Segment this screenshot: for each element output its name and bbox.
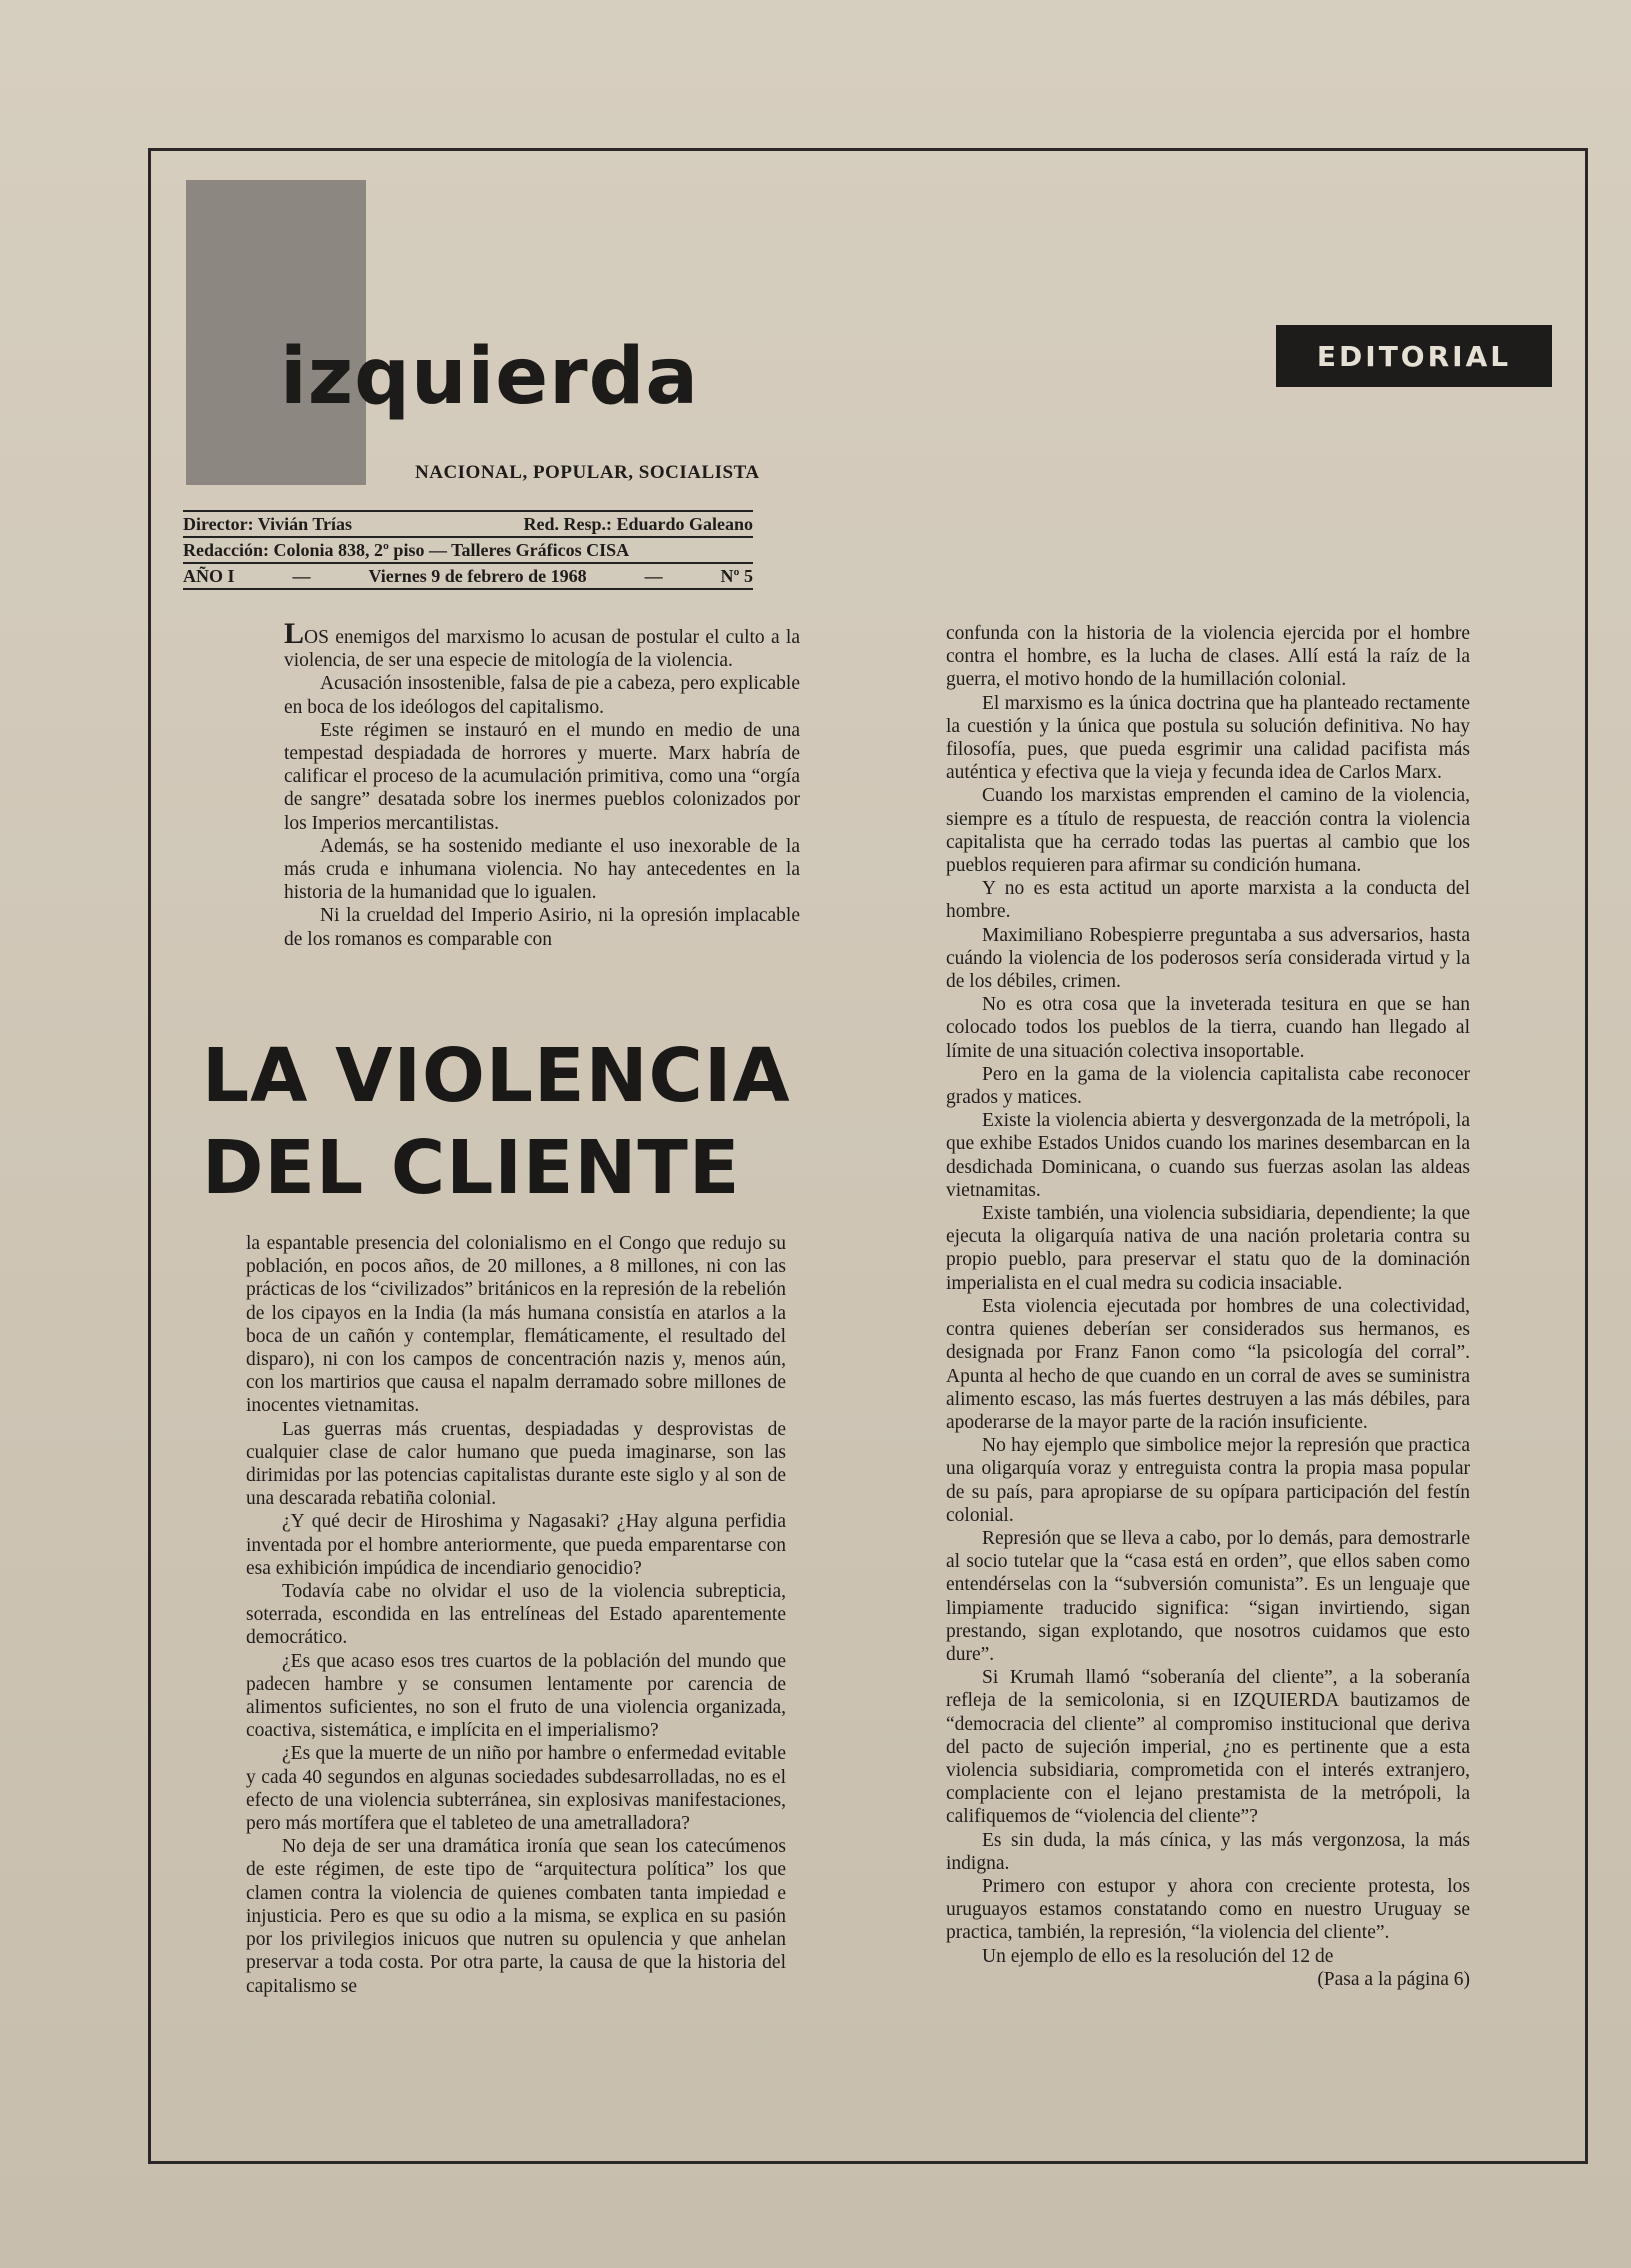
drop-cap: L xyxy=(284,617,305,650)
paragraph: No hay ejemplo que simbolice mejor la represión que practica una oligarquía voraz y entreguista contra la propia masa popular de su país, para apropiarse de su opípara participación del festín colonial. xyxy=(946,1435,1470,1526)
paragraph: Y no es esta actitud un aporte marxista a la conducta del hombre. xyxy=(946,878,1470,923)
paragraph: ¿Es que la muerte de un niño por hambre o enfermedad evitable y cada 40 segundos en algunas sociedades subdesarrolladas, no es el efecto de una violencia subterránea, sin explosivas manifestaciones, pero más mortífera que el tableteo de una ametralladora? xyxy=(246,1743,786,1835)
article-column-1 xyxy=(284,617,800,951)
editor-credit: Red. Resp.: Eduardo Galeano xyxy=(523,514,753,534)
paragraph: No es otra cosa que la inveterada tesitura en que se han colocado todos los pueblos de la tierra, cuando han llegado al límite de una situación colectiva insoportable. xyxy=(946,994,1470,1062)
separator: — xyxy=(292,566,311,586)
paragraph: la espantable presencia del colonialismo en el Congo que redujo su población, en pocos años, de 20 millones, a 8 millones, ni con las prácticas de los “civilizados” británicos en la represión de la rebelión de los cipayos en la India (la más humana consistía en atarlos a la boca de un cañón y contemplar, flemáticamente, el resultado del disparo), ni con los campos de concentración nazis y, menos aún, con los martirios que causa el napalm derramado sobre millones de inocentes vietnamitas. xyxy=(246,1233,786,1417)
paragraph: Todavía cabe no olvidar el uso de la violencia subrepticia, soterrada, escondida en las entrelíneas del Estado aparentemente democrático. xyxy=(246,1581,786,1649)
issue-date: Viernes 9 de febrero de 1968 xyxy=(368,566,587,586)
masthead-tagline: NACIONAL, POPULAR, SOCIALISTA xyxy=(415,462,760,483)
paragraph: Represión que se lleva a cabo, por lo demás, para demostrarle al socio tutelar que la “casa está en orden”, que ellos saben como entendérselas con la “subversión comunista”. Es un lenguaje que limpiamente traducido significa: “sigan invirtiendo, sigan prestando, sigan explotando, que nosotros cuidamos que esto dure”. xyxy=(946,1527,1470,1665)
staff-line xyxy=(183,510,753,536)
paragraph: Primero con estupor y ahora con creciente protesta, los uruguayos estamos constatando como en nuestro Uruguay se practica, también, la represión, “la violencia del cliente”. xyxy=(946,1875,1470,1944)
paragraph: confunda con la historia de la violencia ejercida por el hombre contra el hombre, es la lucha de clases. Allí está la raíz de la guerra, el motivo hondo de la humillación colonial. xyxy=(946,623,1470,691)
paragraph: No deja de ser una dramática ironía que sean los catecúmenos de este régimen, de este tipo de “arquitectura política” los que clamen contra la violencia de quienes combaten tanta impiedad e injusticia. Pero es que su odio a la misma, se explica en su pasión por los privilegios inicuos que nutren su opulencia y que anhelan preservar a toda costa. Por otra parte, la causa de que la historia del capitalismo se xyxy=(246,1836,786,1997)
paragraph: ¿Es que acaso esos tres cuartos de la población del mundo que padecen hambre y se consumen lentamente por carencia de alimentos suficientes, no son el fruto de una violencia organizada, coactiva, sistemática, e implícita en el imperialismo? xyxy=(246,1650,786,1742)
issue-line xyxy=(183,562,753,590)
paragraph: Las guerras más cruentas, despiadadas y desprovistas de cualquier clase de calor humano que pueda imaginarse, son las dirimidas por las potencias capitalistas durante este siglo y al son de una descarada rebatiña colonial. xyxy=(246,1418,786,1510)
paragraph: Acusación insostenible, falsa de pie a cabeza, pero explicable en boca de los ideólogos del capitalismo. xyxy=(284,673,800,718)
paragraph-text: OS enemigos del marxismo lo acusan de postular el culto a la violencia, de ser una especie de mitología de la violencia. xyxy=(284,627,800,672)
paragraph: Este régimen se instauró en el mundo en medio de una tempestad despiadada de horrores y muerte. Marx habría de calificar el proceso de la acumulación primitiva, como una “orgía de sangre” desatada sobre los inermes pueblos colonizados por los Imperios mercantilistas. xyxy=(284,719,800,834)
paragraph: Existe también, una violencia subsidiaria, dependiente; la que ejecuta la oligarquía nativa de una nación proletaria contra su propio pueblo, para preservar el statu quo de la dominación imperialista en el cual medra su codicia insaciable. xyxy=(946,1203,1470,1294)
headline-line-1: LA VIOLENCIA xyxy=(202,1033,791,1119)
continued-note: (Pasa a la página 6) xyxy=(1317,1968,1470,1990)
section-badge: EDITORIAL xyxy=(1276,325,1552,387)
paragraph: Si Krumah llamó “soberanía del cliente”, a la soberanía refleja de la semicolonia, si en IZQUIERDA bautizamos de “democracia del cliente” al compromiso institucional que deriva del pacto de sujeción imperial, ¿no es pertinente que a esta violencia subsidiaria, comprometida con el interés extranjero, complaciente con el lejano prestamista de la metrópoli, la califiquemos de “violencia del cliente”? xyxy=(946,1667,1470,1828)
masthead-logo: izquierda xyxy=(280,332,700,422)
article-headline xyxy=(202,1030,791,1214)
year-label: AÑO I xyxy=(183,566,235,586)
article-column-3 xyxy=(946,622,1470,1991)
issue-number: Nº 5 xyxy=(720,566,753,586)
paragraph: Además, se ha sostenido mediante el uso inexorable de la más cruda e inhumana violencia. No hay antecedentes en la historia de la humanidad que lo igualen. xyxy=(284,835,800,904)
director-credit: Director: Vivián Trías xyxy=(183,514,352,534)
masthead-info xyxy=(183,510,753,590)
paragraph: Existe la violencia abierta y desvergonzada de la metrópoli, la que exhibe Estados Unidos cuando los marines desembarcan en la desdichada Dominicana, o cuando sus fuerzas asolan las aldeas vietnamitas. xyxy=(946,1110,1470,1201)
paragraph: Pero en la gama de la violencia capitalista cabe reconocer grados y matices. xyxy=(946,1063,1470,1109)
paragraph: Maximiliano Robespierre preguntaba a sus adversarios, hasta cuándo la violencia de los poderosos sería considerada virtud y la de los débiles, crimen. xyxy=(946,924,1470,993)
paragraph: Un ejemplo de ello es la resolución del 12 de xyxy=(982,1945,1334,1967)
headline-line-2: DEL CLIENTE xyxy=(202,1125,741,1211)
paragraph: Esta violencia ejecutada por hombres de una colectividad, contra quienes deberían ser considerados sus hermanos, es designada por Franz Fanon como “la psicología del corral”. Apunta al hecho de que cuando en un corral de aves se suministra alimento escaso, las más fuertes destruyen a las más débiles, para apoderarse de la mayor parte de la ración insuficiente. xyxy=(946,1295,1470,1433)
paragraph xyxy=(284,617,800,672)
paragraph: El marxismo es la única doctrina que ha planteado rectamente la cuestión y la única que postula su solución definitiva. No hay filosofía, pues, que pueda esgrimir una calidad pacifista más auténtica y efectiva que la vieja y fecunda idea de Carlos Marx. xyxy=(946,692,1470,784)
paragraph: Es sin duda, la más cínica, y las más vergonzosa, la más indigna. xyxy=(946,1829,1470,1874)
separator: — xyxy=(644,566,663,586)
article-column-2 xyxy=(246,1232,786,1998)
paragraph: ¿Y qué decir de Hiroshima y Nagasaki? ¿Hay alguna perfidia inventada por el hombre anteriormente, que pueda emparentarse con esa exhibición impúdica de incendiario genocidio? xyxy=(246,1511,786,1579)
paragraph: Cuando los marxistas emprenden el camino de la violencia, siempre es a título de respuesta, de reacción contra la violencia capitalista que ha cerrado todas las puertas al cambio que los pueblos requieren para afirmar su condición humana. xyxy=(946,785,1470,877)
paragraph: Ni la crueldad del Imperio Asirio, ni la opresión implacable de los romanos es comparable con xyxy=(284,905,800,950)
address-line: Redacción: Colonia 838, 2º piso — Talleres Gráficos CISA xyxy=(183,536,753,562)
